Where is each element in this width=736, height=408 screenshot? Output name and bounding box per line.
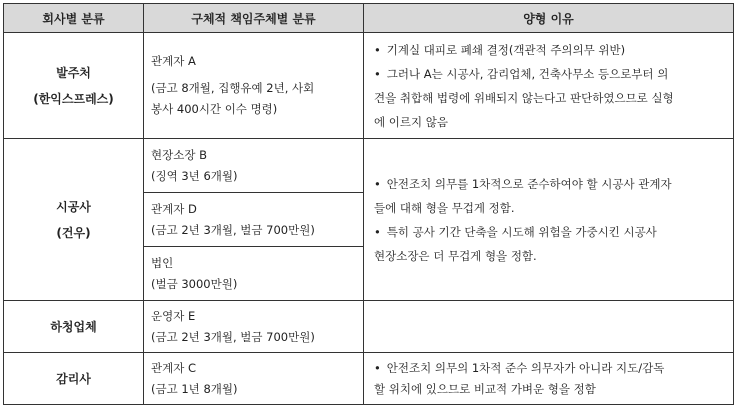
party-corporation [144, 247, 364, 301]
party-operator-e [144, 301, 364, 353]
header-reason: 양형 이유 [364, 4, 734, 33]
party-sentence: (징역 3년 6개월) [151, 168, 238, 183]
row-client [4, 33, 734, 139]
party-name: 운영자 E [151, 308, 196, 323]
party-a [144, 33, 364, 139]
party-sentence: (금고 2년 3개월, 벌금 700만원) [151, 329, 315, 344]
reason-line: 들에 대해 형을 무겁게 정함. [374, 200, 515, 215]
row-subcontractor [4, 301, 734, 353]
row-supervisor [4, 353, 734, 405]
party-name: 법인 [151, 255, 174, 270]
header-party: 구체적 책임주체별 분류 [144, 4, 364, 33]
reason-subcontractor-empty [364, 301, 734, 353]
company-name: 시공사 [56, 199, 91, 214]
company-contractor [4, 139, 144, 301]
company-subname: (건우) [56, 225, 91, 240]
company-supervisor [4, 353, 144, 405]
reason-line: 현장소장은 더 무겁게 형을 정함. [374, 248, 537, 263]
header-row [4, 4, 734, 33]
party-name: 현장소장 B [151, 147, 207, 162]
reason-line: • 그러나 A는 시공사, 감리업체, 건축사무소 등으로부터 의 [374, 62, 725, 86]
party-sentence: (벌금 3000만원) [151, 276, 238, 291]
company-name: 발주처 [56, 65, 91, 80]
party-name: 관계자 C [151, 360, 197, 375]
reason-line: 에 이르지 않음 [374, 114, 448, 129]
party-d [144, 193, 364, 247]
reason-line: 견을 취합해 법령에 위배되지 않는다고 판단하였으므로 실형 [374, 90, 674, 105]
party-c [144, 353, 364, 405]
party-sentence: (금고 8개월, 집행유예 2년, 사회 [151, 81, 315, 95]
reason-line: • 기계실 대피로 폐쇄 결정(객관적 주의의무 위반) [374, 38, 725, 62]
party-sentence: (금고 1년 8개월) [151, 381, 238, 396]
party-name: 관계자 A [151, 54, 196, 68]
company-subcontractor [4, 301, 144, 353]
row-contractor-b [4, 139, 734, 193]
party-name: 관계자 D [151, 201, 197, 216]
party-site-manager-b [144, 139, 364, 193]
header-company: 회사별 분류 [4, 4, 144, 33]
company-subname: (한익스프레스) [33, 91, 114, 106]
reason-line: • 안전조치 의무의 1차적 준수 의무자가 아니라 지도/감독 [374, 358, 725, 379]
company-name: 하청업체 [50, 319, 97, 334]
party-sentence-cont: 봉사 400시간 이수 명령) [151, 102, 278, 116]
reason-contractor [364, 139, 734, 301]
reason-client [364, 33, 734, 139]
reason-line: • 안전조치 의무를 1차적으로 준수하여야 할 시공사 관계자 [374, 172, 725, 196]
sentencing-table [3, 3, 734, 405]
reason-supervisor [364, 353, 734, 405]
party-sentence: (금고 2년 3개월, 벌금 700만원) [151, 222, 315, 237]
reason-line: • 특히 공사 기간 단축을 시도해 위험을 가중시킨 시공사 [374, 220, 725, 244]
company-client [4, 33, 144, 139]
reason-line: 할 위치에 있으므로 비교적 가벼운 형을 정함 [374, 381, 596, 396]
company-name: 감리사 [56, 371, 91, 386]
